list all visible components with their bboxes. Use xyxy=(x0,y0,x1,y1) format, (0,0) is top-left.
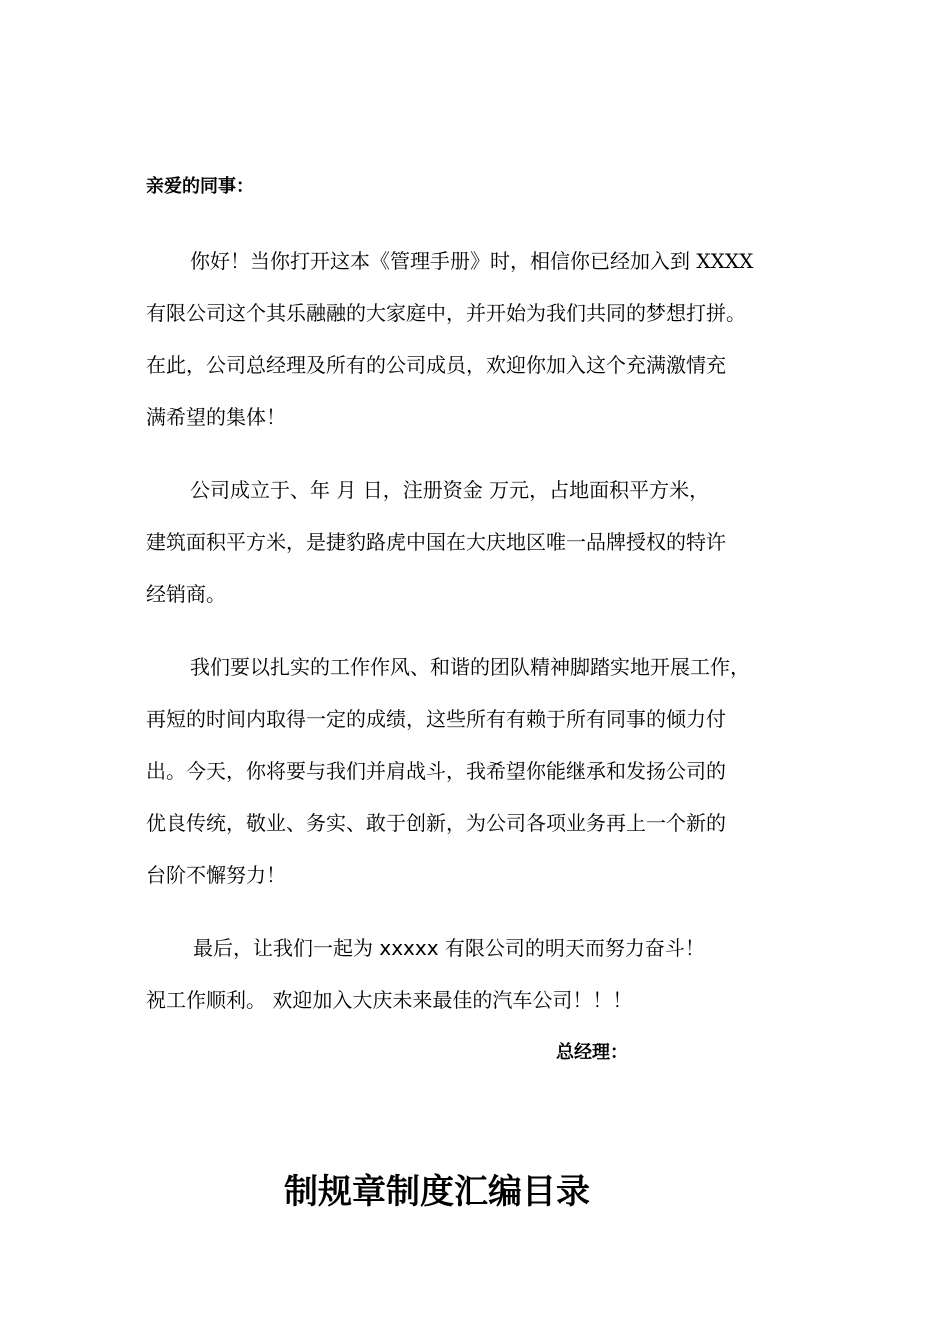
paragraph-2-line-2: 建筑面积平方米，是捷豹路虎中国在大庆地区唯一品牌授权的特许 xyxy=(146,530,726,554)
paragraph-3-line-2: 再短的时间内取得一定的成绩，这些所有有赖于所有同事的倾力付 xyxy=(146,707,726,731)
paragraph-1-line-3: 在此，公司总经理及所有的公司成员，欢迎你加入这个充满激情充 xyxy=(146,353,726,377)
paragraph-2-line-1: 公司成立于、年 月 日，注册资金 万元，占地面积平方米， xyxy=(190,478,710,502)
paragraph-3-line-5: 台阶不懈努力！ xyxy=(146,863,286,887)
closing-line-2: 祝工作顺利。 欢迎加入大庆未来最佳的汽车公司！！！ xyxy=(146,988,633,1012)
toc-title: 制规章制度汇编目录 xyxy=(284,1172,590,1212)
paragraph-2-line-3: 经销商。 xyxy=(146,582,226,606)
paragraph-3-line-3: 出。今天，你将要与我们并肩战斗，我希望你能继承和发扬公司的 xyxy=(146,759,726,783)
signature-general-manager: 总经理： xyxy=(556,1042,628,1063)
paragraph-1-line-4: 满希望的集体！ xyxy=(146,405,286,429)
paragraph-3-line-4: 优良传统，敬业、务实、敢于创新，为公司各项业务再上一个新的 xyxy=(146,811,726,835)
letter-greeting: 亲爱的同事： xyxy=(146,176,254,197)
paragraph-1-line-2: 有限公司这个其乐融融的大家庭中，并开始为我们共同的梦想打拼。 xyxy=(146,301,746,325)
paragraph-1-line-1: 你好！当你打开这本《管理手册》时，相信你已经加入到 XXXX xyxy=(190,249,754,273)
closing-line-1: 最后，让我们一起为 xxxxx 有限公司的明天而努力奋斗！ xyxy=(193,936,705,960)
paragraph-3-line-1: 我们要以扎实的工作作风、和谐的团队精神脚踏实地开展工作， xyxy=(190,655,750,679)
